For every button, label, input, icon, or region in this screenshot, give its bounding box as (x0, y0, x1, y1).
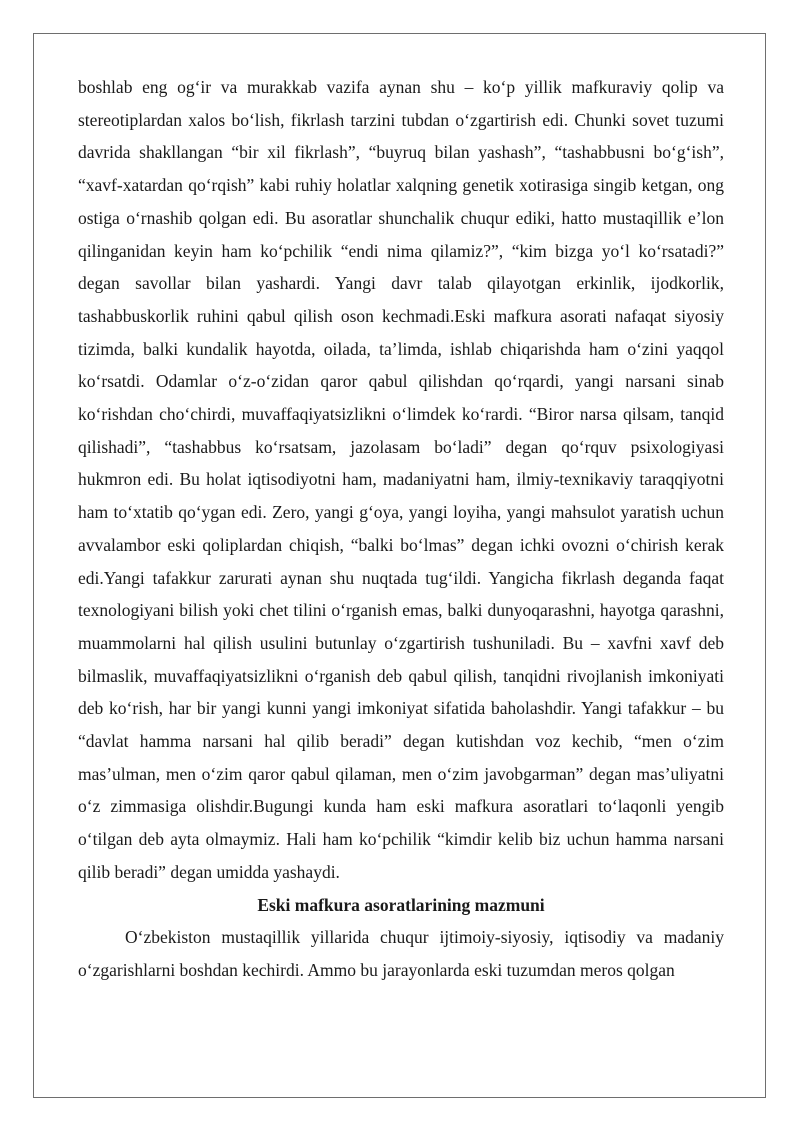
body-paragraph: O‘zbekiston mustaqillik yillarida chuqur ijtimoiy-siyosiy, iqtisodiy va madaniy o‘zgarishlarni boshdan kechirdi. Ammo bu jarayonlarda eski tuzumdan meros qolgan (78, 927, 724, 980)
section-heading: Eski mafkura asoratlarining mazmuni (257, 894, 545, 915)
document-body (78, 71, 724, 987)
body-paragraph: boshlab eng og‘ir va murakkab vazifa aynan shu – ko‘p yillik mafkuraviy qolip va stereotiplardan xalos bo‘lish, fikrlash tarzini tubdan o‘zgartirish edi. Chunki sovet tuzumi davrida shakllangan “bir xil fikrlash”, “buyruq bilan yashash”, “tashabbusni bo‘g‘ish”, “xavf-xatardan qo‘rqish” kabi ruhiy holatlar xalqning genetik xotirasiga singib ketgan, ong ostiga o‘rnashib qolgan edi. Bu asoratlar shunchalik chuqur ediki, hatto mustaqillik e’lon qilinganidan keyin ham ko‘pchilik “endi nima qilamiz?”, “kim bizga yo‘l ko‘rsatadi?” degan savollar bilan yashardi. Yangi davr talab qilayotgan erkinlik, ijodkorlik, tashabbuskorlik ruhini qabul qilish oson kechmadi.Eski mafkura asorati nafaqat siyosiy tizimda, balki kundalik hayotda, oilada, ta’limda, ishlab chiqarishda ham o‘zini yaqqol ko‘rsatdi. Odamlar o‘z-o‘zidan qaror qabul qilishdan qo‘rqardi, yangi narsani sinab ko‘rishdan cho‘chirdi, muvaffaqiyatsizlikni o‘limdek ko‘rardi. “Biror narsa qilsam, tanqid qilishadi”, “tashabbus ko‘rsatsam, jazolasam bo‘ladi” degan qo‘rquv psixologiyasi hukmron edi. Bu holat iqtisodiyotni ham, madaniyatni ham, ilmiy-texnikaviy taraqqiyotni ham to‘xtatib qo‘ygan edi. Zero, yangi g‘oya, yangi loyiha, yangi mahsulot yaratish uchun avvalambor eski qoliplardan chiqish, “balki bo‘lmas” degan ichki ovozni o‘chirish kerak edi.Yangi tafakkur zarurati aynan shu nuqtada tug‘ildi. Yangicha fikrlash deganda faqat texnologiyani bilish yoki chet tilini o‘rganish emas, balki dunyoqarashni, hayotga qarashni, muammolarni hal qilish usulini butunlay o‘zgartirish tushuniladi. Bu – xavfni xavf deb bilmaslik, muvaffaqiyatsizlikni o‘rganish deb qabul qilish, tanqidni rivojlanish imkoniyati deb ko‘rish, har bir yangi kunni yangi imkoniyat sifatida baholashdir. Yangi tafakkur – bu “davlat hamma narsani hal qilib beradi” degan kutishdan voz kechib, “men o‘zim mas’ulman, men o‘zim qaror qabul qilaman, men o‘zim javobgarman” degan mas’uliyatni o‘z zimmasiga olishdir.Bugungi kunda ham eski mafkura asoratlari to‘laqonli yengib o‘tilgan deb ayta olmaymiz. Hali ham ko‘pchilik “kimdir kelib biz uchun hamma narsani qilib beradi” degan umidda yashaydi. (78, 77, 724, 882)
